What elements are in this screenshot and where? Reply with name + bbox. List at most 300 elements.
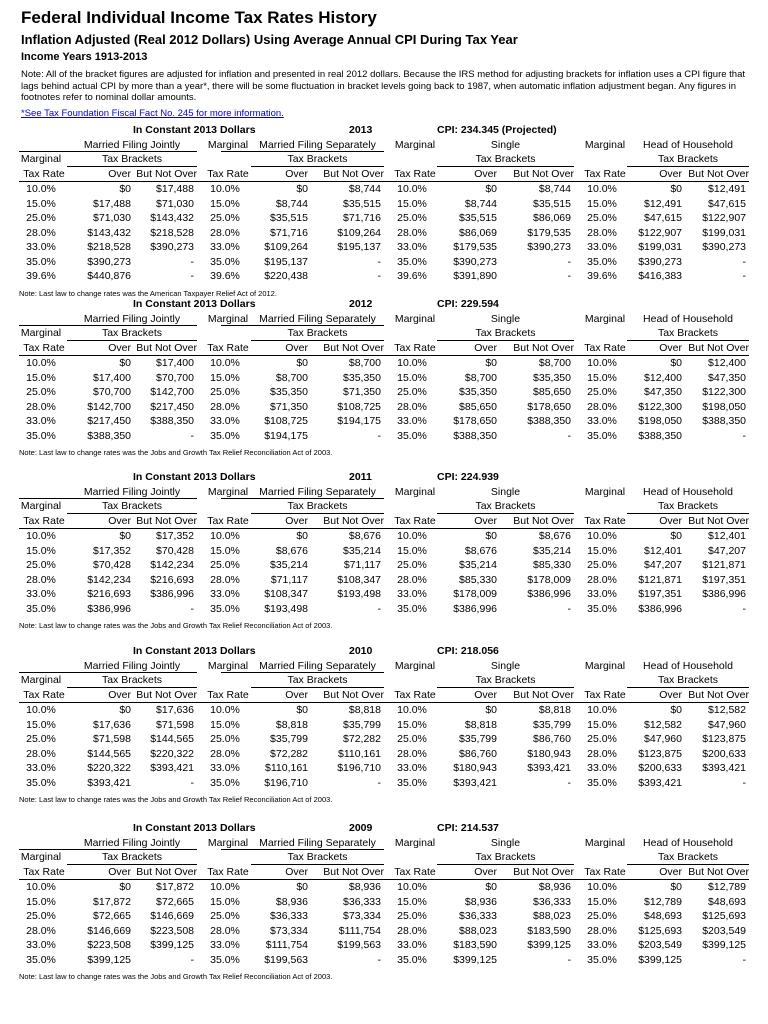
but-not-over-cell: $108,347 xyxy=(337,573,381,586)
marginal-header: Marginal xyxy=(394,485,436,498)
but-not-over-cell: $386,996 xyxy=(527,588,571,600)
filing-status-hoh: Head of Household xyxy=(643,138,733,151)
over-cell: $390,273 xyxy=(87,255,131,268)
over-cell: $17,872 xyxy=(93,895,131,908)
over-cell: $0 xyxy=(119,357,131,369)
tax-rate-header: Tax Rate xyxy=(584,865,626,878)
tax-rate-cell: 33.0% xyxy=(210,241,240,253)
but-not-over-header: But Not Over xyxy=(323,865,384,878)
over-header: Over xyxy=(285,341,308,354)
but-not-over-cell: - xyxy=(377,255,381,268)
over-cell: $8,936 xyxy=(275,895,308,908)
table-row xyxy=(19,182,749,196)
over-cell: $8,676 xyxy=(464,544,497,557)
over-cell: $35,350 xyxy=(270,386,308,398)
over-cell: $35,799 xyxy=(459,733,497,745)
but-not-over-cell: $17,352 xyxy=(156,530,194,542)
tax-brackets-header: Tax Brackets xyxy=(657,153,719,165)
over-cell: $0 xyxy=(119,704,131,716)
but-not-over-cell: $388,350 xyxy=(702,415,746,427)
over-cell: $71,716 xyxy=(270,226,308,239)
over-cell: $178,650 xyxy=(453,415,497,427)
tax-rate-cell: 28.0% xyxy=(587,924,617,937)
tax-rate-cell: 33.0% xyxy=(210,762,240,774)
but-not-over-cell: $178,650 xyxy=(527,400,571,413)
table-row xyxy=(19,544,749,558)
marginal-header: Marginal xyxy=(207,312,249,325)
filing-status-hoh: Head of Household xyxy=(643,836,733,849)
over-cell: $48,693 xyxy=(644,910,682,922)
tax-brackets-header: Tax Brackets xyxy=(287,153,348,165)
over-cell: $390,273 xyxy=(453,255,497,268)
tax-brackets-header: Tax Brackets xyxy=(475,851,536,863)
marginal-header: Marginal xyxy=(20,500,62,512)
filing-status-single: Single xyxy=(490,836,521,849)
over-cell: $197,351 xyxy=(638,588,682,600)
over-cell: $108,347 xyxy=(264,588,308,600)
but-not-over-cell: $70,700 xyxy=(156,371,194,384)
filing-status-mfs: Married Filing Separately xyxy=(259,485,376,498)
but-not-over-cell: - xyxy=(190,255,194,268)
over-header: Over xyxy=(285,865,308,878)
tax-rate-cell: 10.0% xyxy=(210,357,240,369)
but-not-over-cell: - xyxy=(377,429,381,442)
tax-rate-cell: 15.0% xyxy=(587,544,617,557)
table-row xyxy=(19,747,749,761)
table-row xyxy=(19,602,749,616)
but-not-over-cell: $72,282 xyxy=(343,733,381,745)
over-cell: $199,563 xyxy=(264,953,308,966)
tax-rate-cell: 39.6% xyxy=(587,270,617,282)
but-not-over-cell: - xyxy=(190,776,194,789)
but-not-over-cell: $36,333 xyxy=(343,895,381,908)
but-not-over-cell: $143,432 xyxy=(150,212,194,224)
marginal-header: Marginal xyxy=(394,312,436,325)
over-cell: $183,590 xyxy=(453,939,497,951)
over-cell: $17,352 xyxy=(93,544,131,557)
tax-rate-header: Tax Rate xyxy=(394,167,436,180)
over-cell: $109,264 xyxy=(264,241,308,253)
filing-status-hoh: Head of Household xyxy=(643,485,733,498)
over-cell: $8,818 xyxy=(275,718,308,731)
tax-rate-header: Tax Rate xyxy=(207,341,249,354)
but-not-over-cell: $70,428 xyxy=(156,544,194,557)
over-cell: $12,401 xyxy=(644,544,682,557)
over-cell: $111,754 xyxy=(265,939,308,951)
but-not-over-header: But Not Over xyxy=(136,514,197,527)
but-not-over-header: But Not Over xyxy=(323,341,384,354)
over-header: Over xyxy=(285,514,308,527)
tax-rate-cell: 28.0% xyxy=(397,226,427,239)
tax-rate-cell: 28.0% xyxy=(210,400,240,413)
over-cell: $0 xyxy=(119,183,131,195)
over-cell: $440,876 xyxy=(87,270,131,282)
over-cell: $121,871 xyxy=(638,573,682,586)
but-not-over-cell: $35,515 xyxy=(343,197,381,210)
over-cell: $8,936 xyxy=(464,895,497,908)
tax-rate-cell: 15.0% xyxy=(210,895,240,908)
column-header-row xyxy=(19,688,749,702)
tax-brackets-header: Tax Brackets xyxy=(101,851,163,863)
tax-rate-cell: 25.0% xyxy=(26,559,56,571)
tax-rate-cell: 33.0% xyxy=(26,241,56,253)
over-cell: $388,350 xyxy=(87,429,131,442)
tax-rate-cell: 10.0% xyxy=(26,704,56,716)
tax-rate-cell: 25.0% xyxy=(26,386,56,398)
table-row xyxy=(19,895,749,909)
but-not-over-cell: $110,161 xyxy=(337,747,381,760)
tax-rate-cell: 28.0% xyxy=(210,226,240,239)
table-row xyxy=(19,558,749,572)
but-not-over-cell: $122,907 xyxy=(702,212,746,224)
over-cell: $203,549 xyxy=(638,939,682,951)
over-cell: $12,789 xyxy=(644,895,682,908)
but-not-over-cell: $86,760 xyxy=(533,733,571,745)
over-cell: $0 xyxy=(485,704,497,716)
over-cell: $0 xyxy=(119,881,131,893)
but-not-over-cell: - xyxy=(377,602,381,615)
section-year: 2013 xyxy=(349,124,373,136)
section-heading-row xyxy=(19,470,749,484)
tax-rate-cell: 10.0% xyxy=(26,530,56,542)
but-not-over-header: But Not Over xyxy=(513,688,574,701)
tax-rate-cell: 33.0% xyxy=(397,762,427,774)
marginal-header: Marginal xyxy=(394,138,436,151)
tax-rate-cell: 28.0% xyxy=(587,400,617,413)
tax-rate-cell: 15.0% xyxy=(210,371,240,384)
over-cell: $200,633 xyxy=(638,762,682,774)
over-cell: $85,650 xyxy=(459,400,497,413)
section-heading-row xyxy=(19,123,749,137)
tax-rate-cell: 10.0% xyxy=(26,183,56,195)
over-cell: $0 xyxy=(670,881,682,893)
column-header-row xyxy=(19,865,749,879)
tax-rate-header: Tax Rate xyxy=(394,688,436,701)
over-cell: $142,234 xyxy=(87,573,131,586)
over-cell: $122,907 xyxy=(638,226,682,239)
but-not-over-cell: $35,799 xyxy=(533,718,571,731)
table-row xyxy=(19,938,749,952)
section-heading-row xyxy=(19,821,749,835)
tax-rate-header: Tax Rate xyxy=(394,865,436,878)
but-not-over-cell: - xyxy=(190,953,194,966)
but-not-over-cell: - xyxy=(567,776,571,789)
over-cell: $35,350 xyxy=(459,386,497,398)
but-not-over-cell: $8,700 xyxy=(538,357,571,369)
over-cell: $35,515 xyxy=(459,212,497,224)
tax-rate-cell: 10.0% xyxy=(587,881,617,893)
section-cpi: CPI: 234.345 (Projected) xyxy=(437,124,557,136)
tax-brackets-header: Tax Brackets xyxy=(287,851,348,863)
over-cell: $8,700 xyxy=(275,371,308,384)
over-cell: $146,669 xyxy=(87,924,131,937)
marginal-header: Marginal xyxy=(20,851,62,863)
section-heading-row xyxy=(19,297,749,311)
tax-rate-cell: 15.0% xyxy=(397,197,427,210)
table-row xyxy=(19,371,749,385)
tax-rate-cell: 25.0% xyxy=(26,212,56,224)
but-not-over-cell: $393,421 xyxy=(150,762,194,774)
but-not-over-cell: $72,665 xyxy=(156,895,194,908)
tax-rate-cell: 25.0% xyxy=(587,386,617,398)
filing-status-row xyxy=(19,485,749,499)
fiscal-fact-link[interactable]: *See Tax Foundation Fiscal Fact No. 245 for more information. xyxy=(21,108,284,119)
tax-rate-cell: 28.0% xyxy=(210,747,240,760)
but-not-over-header: But Not Over xyxy=(513,167,574,180)
over-header: Over xyxy=(108,688,131,701)
but-not-over-cell: $390,273 xyxy=(527,241,571,253)
over-cell: $110,161 xyxy=(264,762,308,774)
but-not-over-cell: $399,125 xyxy=(527,939,571,951)
but-not-over-cell: $8,818 xyxy=(538,704,571,716)
tax-rate-cell: 28.0% xyxy=(397,400,427,413)
marginal-header: Marginal xyxy=(207,836,249,849)
but-not-over-cell: - xyxy=(377,953,381,966)
tax-rate-cell: 15.0% xyxy=(397,718,427,731)
over-header: Over xyxy=(474,865,497,878)
but-not-over-cell: $12,401 xyxy=(708,530,746,542)
over-cell: $72,282 xyxy=(270,747,308,760)
but-not-over-cell: - xyxy=(742,255,746,268)
tax-rate-cell: 33.0% xyxy=(397,241,427,253)
tax-rate-cell: 35.0% xyxy=(26,776,56,789)
section-heading: In Constant 2013 Dollars xyxy=(133,124,256,136)
over-cell: $0 xyxy=(296,881,308,893)
over-cell: $12,582 xyxy=(644,718,682,731)
section-note: Note: Last law to change rates was the Jobs and Growth Tax Relief Reconciliation Act of 2003. xyxy=(19,972,333,981)
but-not-over-cell: $47,350 xyxy=(708,371,746,384)
tax-rate-header: Tax Rate xyxy=(23,688,65,701)
over-cell: $35,214 xyxy=(459,559,497,571)
but-not-over-cell: $109,264 xyxy=(337,226,381,239)
over-cell: $220,322 xyxy=(87,762,131,774)
bracket-header-row xyxy=(19,152,749,166)
tax-rate-cell: 35.0% xyxy=(397,776,427,789)
filing-status-single: Single xyxy=(490,659,521,672)
over-cell: $12,491 xyxy=(644,197,682,210)
but-not-over-cell: $12,400 xyxy=(708,357,746,369)
but-not-over-cell: $17,872 xyxy=(156,881,194,893)
over-cell: $71,117 xyxy=(270,573,308,586)
table-row xyxy=(19,880,749,894)
but-not-over-cell: $85,650 xyxy=(533,386,571,398)
over-header: Over xyxy=(659,167,682,180)
tax-rate-cell: 28.0% xyxy=(587,573,617,586)
but-not-over-cell: $71,117 xyxy=(343,559,381,571)
tax-rate-cell: 39.6% xyxy=(397,270,427,282)
tax-brackets-header: Tax Brackets xyxy=(101,153,163,165)
but-not-over-cell: $199,563 xyxy=(337,939,381,951)
table-row xyxy=(19,385,749,399)
tax-rate-cell: 28.0% xyxy=(26,924,56,937)
tax-rate-cell: 28.0% xyxy=(26,747,56,760)
tax-rate-cell: 25.0% xyxy=(397,212,427,224)
but-not-over-cell: $35,214 xyxy=(533,544,571,557)
over-cell: $12,400 xyxy=(644,371,682,384)
table-row xyxy=(19,718,749,732)
tax-rate-cell: 33.0% xyxy=(26,415,56,427)
section-heading: In Constant 2013 Dollars xyxy=(133,298,256,310)
marginal-header: Marginal xyxy=(584,485,626,498)
but-not-over-cell: - xyxy=(190,429,194,442)
filing-status-mfs: Married Filing Separately xyxy=(259,659,376,672)
marginal-header: Marginal xyxy=(584,836,626,849)
over-header: Over xyxy=(659,514,682,527)
but-not-over-cell: $36,333 xyxy=(533,895,571,908)
but-not-over-cell: $71,598 xyxy=(156,718,194,731)
table-row xyxy=(19,197,749,211)
tax-brackets-header: Tax Brackets xyxy=(657,674,719,686)
but-not-over-cell: $17,488 xyxy=(156,183,194,195)
tax-rate-cell: 25.0% xyxy=(210,559,240,571)
tax-rate-cell: 33.0% xyxy=(587,588,617,600)
tax-rate-cell: 33.0% xyxy=(26,762,56,774)
section-note: Note: Last law to change rates was the American Taxpayer Relief Act of 2012. xyxy=(19,288,277,298)
but-not-over-header: But Not Over xyxy=(513,514,574,527)
over-cell: $86,760 xyxy=(459,747,497,760)
over-header: Over xyxy=(659,341,682,354)
but-not-over-cell: - xyxy=(190,270,194,282)
tax-brackets-header: Tax Brackets xyxy=(475,500,536,512)
table-row xyxy=(19,761,749,775)
table-row xyxy=(19,226,749,240)
over-header: Over xyxy=(659,688,682,701)
but-not-over-cell: $216,693 xyxy=(150,573,194,586)
marginal-header: Marginal xyxy=(20,327,62,339)
but-not-over-cell: $198,050 xyxy=(702,400,746,413)
but-not-over-header: But Not Over xyxy=(323,688,384,701)
tax-brackets-header: Tax Brackets xyxy=(101,500,163,512)
but-not-over-header: But Not Over xyxy=(688,341,749,354)
tax-rate-cell: 10.0% xyxy=(210,704,240,716)
tax-brackets-header: Tax Brackets xyxy=(287,327,348,339)
but-not-over-cell: $35,350 xyxy=(533,371,571,384)
but-not-over-header: But Not Over xyxy=(688,688,749,701)
tax-rate-cell: 25.0% xyxy=(397,559,427,571)
tax-rate-cell: 35.0% xyxy=(210,953,240,966)
tax-rate-cell: 15.0% xyxy=(26,895,56,908)
but-not-over-cell: $48,693 xyxy=(708,895,746,908)
tax-rate-cell: 15.0% xyxy=(26,371,56,384)
tax-brackets-header: Tax Brackets xyxy=(475,674,536,686)
tax-rate-header: Tax Rate xyxy=(23,514,65,527)
but-not-over-header: But Not Over xyxy=(688,514,749,527)
but-not-over-cell: $121,871 xyxy=(702,559,746,571)
over-cell: $196,710 xyxy=(264,776,308,789)
over-cell: $17,636 xyxy=(93,718,131,731)
document-subtitle: Inflation Adjusted (Real 2012 Dollars) Using Average Annual CPI During Tax Year xyxy=(21,32,518,47)
over-cell: $390,273 xyxy=(638,255,682,268)
over-cell: $70,700 xyxy=(93,386,131,398)
tax-rate-header: Tax Rate xyxy=(584,167,626,180)
but-not-over-cell: $85,330 xyxy=(533,559,571,571)
filing-status-hoh: Head of Household xyxy=(643,659,733,672)
tax-rate-cell: 10.0% xyxy=(26,881,56,893)
section-year: 2010 xyxy=(349,645,373,657)
over-cell: $8,818 xyxy=(464,718,497,731)
column-header-row xyxy=(19,341,749,355)
marginal-header: Marginal xyxy=(584,138,626,151)
table-row xyxy=(19,414,749,428)
but-not-over-cell: $390,273 xyxy=(150,241,194,253)
filing-status-mfj: Married Filing Jointly xyxy=(83,138,181,151)
section-note: Note: Last law to change rates was the Jobs and Growth Tax Relief Reconciliation Act of 2003. xyxy=(19,795,333,804)
section-year: 2012 xyxy=(349,298,373,310)
tax-rate-cell: 15.0% xyxy=(26,197,56,210)
section-heading: In Constant 2013 Dollars xyxy=(133,645,256,657)
but-not-over-cell: - xyxy=(567,953,571,966)
but-not-over-cell: $196,710 xyxy=(337,762,381,774)
tax-brackets-header: Tax Brackets xyxy=(657,327,719,339)
but-not-over-cell: - xyxy=(567,270,571,282)
table-row xyxy=(19,587,749,601)
over-cell: $399,125 xyxy=(453,953,497,966)
tax-rate-cell: 25.0% xyxy=(210,212,240,224)
over-cell: $391,890 xyxy=(453,270,497,282)
bracket-header-row xyxy=(19,326,749,340)
tax-rate-cell: 15.0% xyxy=(587,895,617,908)
but-not-over-cell: $220,322 xyxy=(150,747,194,760)
but-not-over-cell: - xyxy=(377,776,381,789)
inflation-note: Note: All of the bracket figures are adjusted for inflation and presented in real 2012 dollars. Because the IRS method for adjusting brackets for inflation uses a CPI figure that lags behind actual CPI by more than a year*, there will be some fluctuation in bracket levels going back to 1987, when automatic inflation adjustment began. Any figures in footnotes refer to nominal dollar amounts. xyxy=(21,69,745,103)
table-row xyxy=(19,924,749,938)
tax-rate-cell: 15.0% xyxy=(587,718,617,731)
but-not-over-cell: $146,669 xyxy=(150,910,194,922)
but-not-over-cell: $17,636 xyxy=(156,704,194,716)
over-cell: $71,598 xyxy=(93,733,131,745)
section-year: 2009 xyxy=(349,822,373,834)
tax-rate-cell: 25.0% xyxy=(397,910,427,922)
tax-rate-cell: 28.0% xyxy=(26,573,56,586)
over-cell: $70,428 xyxy=(93,559,131,571)
tax-rate-cell: 25.0% xyxy=(210,733,240,745)
tax-rate-cell: 25.0% xyxy=(397,386,427,398)
but-not-over-cell: - xyxy=(742,602,746,615)
tax-rate-cell: 10.0% xyxy=(587,183,617,195)
but-not-over-header: But Not Over xyxy=(136,865,197,878)
tax-rate-cell: 35.0% xyxy=(397,429,427,442)
over-cell: $123,875 xyxy=(638,747,682,760)
over-cell: $216,693 xyxy=(87,588,131,600)
but-not-over-cell: $12,789 xyxy=(708,881,746,893)
but-not-over-cell: $71,030 xyxy=(156,197,194,210)
but-not-over-cell: $399,125 xyxy=(150,939,194,951)
tax-rate-cell: 35.0% xyxy=(210,429,240,442)
marginal-header: Marginal xyxy=(207,138,249,151)
but-not-over-cell: $12,582 xyxy=(708,704,746,716)
but-not-over-header: But Not Over xyxy=(513,341,574,354)
tax-rate-cell: 35.0% xyxy=(26,602,56,615)
filing-status-row xyxy=(19,836,749,850)
tax-rate-header: Tax Rate xyxy=(207,865,249,878)
tax-rate-cell: 28.0% xyxy=(26,400,56,413)
but-not-over-cell: $12,491 xyxy=(708,183,746,195)
but-not-over-cell: $8,676 xyxy=(348,530,381,542)
tax-brackets-header: Tax Brackets xyxy=(287,500,348,512)
but-not-over-cell: $393,421 xyxy=(527,762,571,774)
over-cell: $36,333 xyxy=(459,910,497,922)
bracket-header-row xyxy=(19,673,749,687)
but-not-over-cell: $194,175 xyxy=(337,415,381,427)
tax-rate-cell: 25.0% xyxy=(26,733,56,745)
tax-brackets-header: Tax Brackets xyxy=(657,500,719,512)
tax-rate-cell: 15.0% xyxy=(210,718,240,731)
tax-rate-cell: 28.0% xyxy=(397,573,427,586)
over-header: Over xyxy=(285,688,308,701)
filing-status-mfj: Married Filing Jointly xyxy=(83,836,181,849)
tax-rate-cell: 25.0% xyxy=(210,386,240,398)
section-heading: In Constant 2013 Dollars xyxy=(133,822,256,834)
